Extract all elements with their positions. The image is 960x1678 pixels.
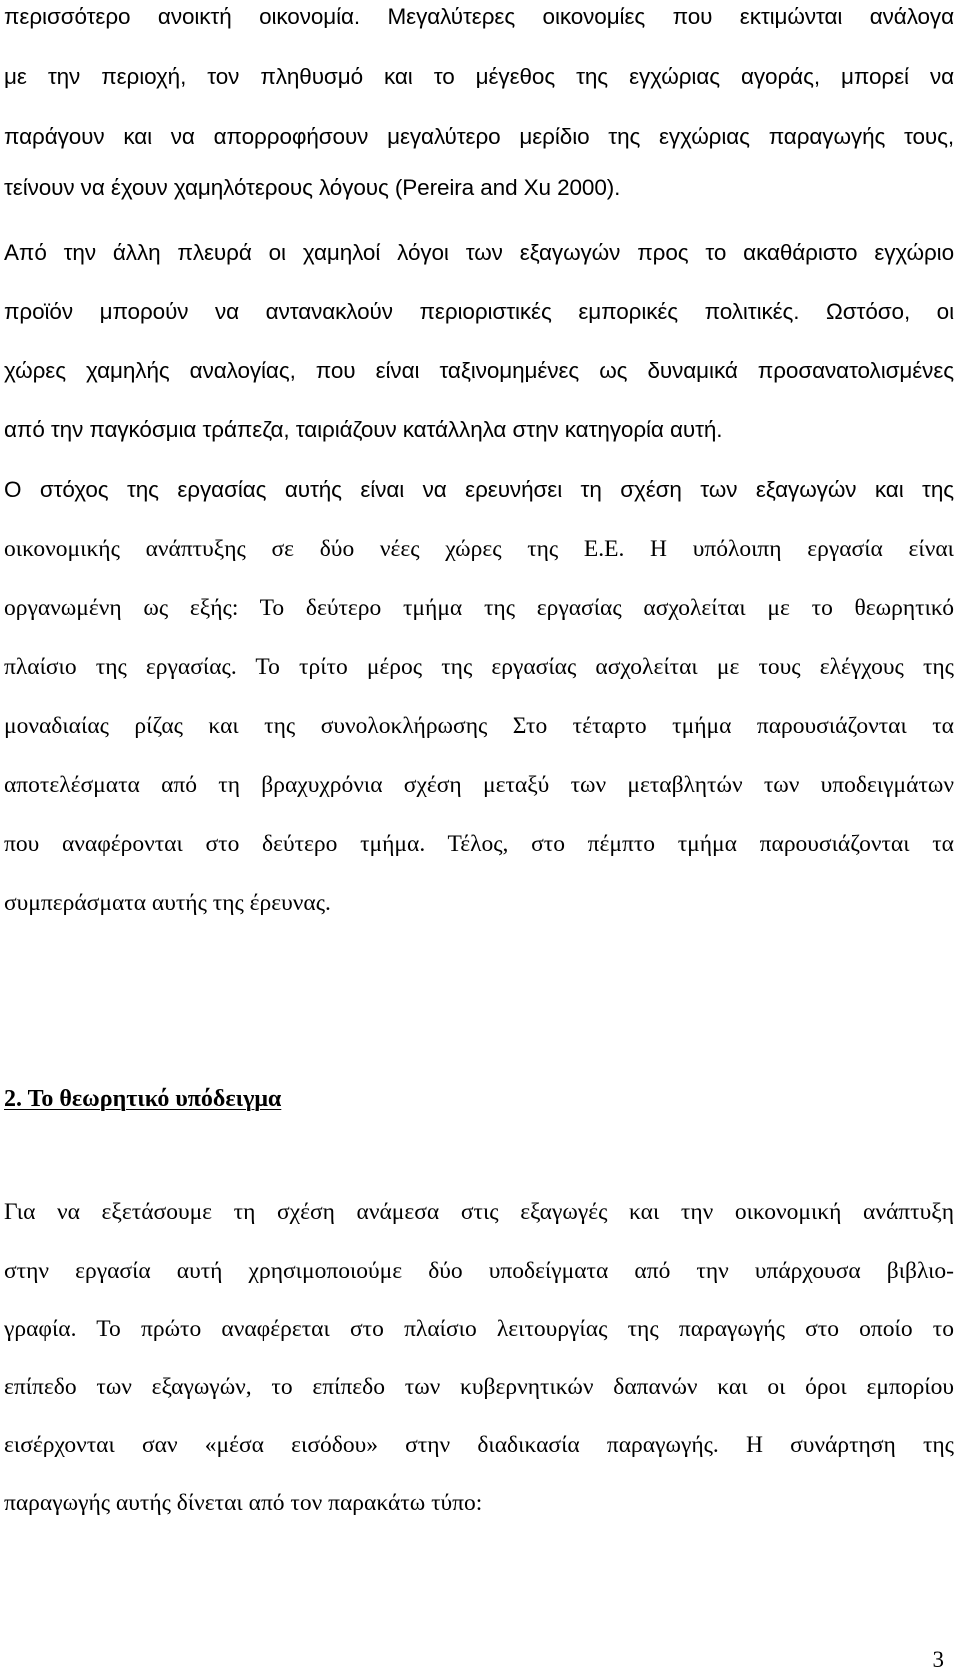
page-number: 3 bbox=[932, 1647, 944, 1672]
text-line: γραφία. Το πρώτο αναφέρεται στο πλαίσιο λειτουργίας της παραγωγής στο οποίο το bbox=[4, 1316, 954, 1342]
text-line: παράγουν και να απορροφήσουν μεγαλύτερο μερίδιο της εγχώριας παραγωγής τους, bbox=[4, 124, 954, 149]
text-line: παραγωγής αυτής δίνεται από τον παρακάτω τύπο: bbox=[4, 1490, 483, 1516]
text-line: συμπεράσματα αυτής της έρευνας. bbox=[4, 890, 331, 916]
text-line: τείνουν να έχουν χαμηλότερους λόγους (Pereira and Xu 2000). bbox=[4, 175, 621, 200]
text-line: από την παγκόσμια τράπεζα, ταιριάζουν κατάλληλα στην κατηγορία αυτή. bbox=[4, 417, 723, 442]
text-line: Ο στόχος της εργασίας αυτής είναι να ερευνήσει τη σχέση των εξαγωγών και της bbox=[4, 477, 954, 502]
text-line: μοναδιαίας ρίζας και της συνολοκλήρωσης Στο τέταρτο τμήμα παρουσιάζονται τα bbox=[4, 713, 954, 739]
text-line: περισσότερο ανοικτή οικονομία. Μεγαλύτερες οικονομίες που εκτιμώνται ανάλογα bbox=[4, 4, 954, 29]
text-line: χώρες χαμηλής αναλογίας, που είναι ταξινομημένες ως δυναμικά προσανατολισμένες bbox=[4, 358, 954, 383]
text-line: με την περιοχή, τον πληθυσμό και το μέγεθος της εγχώριας αγοράς, μπορεί να bbox=[4, 64, 954, 89]
text-line: Από την άλλη πλευρά οι χαμηλοί λόγοι των εξαγωγών προς το ακαθάριστο εγχώριο bbox=[4, 240, 954, 265]
text-line: εισέρχονται σαν «μέσα εισόδου» στην διαδικασία παραγωγής. Η συνάρτηση της bbox=[4, 1432, 954, 1458]
text-line: αποτελέσματα από τη βραχυχρόνια σχέση μεταξύ των μεταβλητών των υποδειγμάτων bbox=[4, 772, 954, 798]
text-line: οικονομικής ανάπτυξης σε δύο νέες χώρες της Ε.Ε. Η υπόλοιπη εργασία είναι bbox=[4, 536, 954, 562]
text-line: που αναφέρονται στο δεύτερο τμήμα. Τέλος, στο πέμπτο τμήμα παρουσιάζονται τα bbox=[4, 831, 954, 857]
text-line: επίπεδο των εξαγωγών, το επίπεδο των κυβερνητικών δαπανών και οι όροι εμπορίου bbox=[4, 1374, 954, 1400]
text-line: προϊόν μπορούν να αντανακλούν περιοριστικές εμπορικές πολιτικές. Ωστόσο, οι bbox=[4, 299, 954, 324]
section-heading: 2. Το θεωρητικό υπόδειγμα bbox=[4, 1086, 282, 1112]
text-line: πλαίσιο της εργασίας. Το τρίτο μέρος της εργασίας ασχολείται με τους ελέγχους της bbox=[4, 654, 954, 680]
text-line: Για να εξετάσουμε τη σχέση ανάμεσα στις εξαγωγές και την οικονομική ανάπτυξη bbox=[4, 1199, 954, 1225]
text-line: στην εργασία αυτή χρησιμοποιούμε δύο υποδείγματα από την υπάρχουσα βιβλιο- bbox=[4, 1258, 954, 1284]
text-line: οργανωμένη ως εξής: Το δεύτερο τμήμα της εργασίας ασχολείται με το θεωρητικό bbox=[4, 595, 954, 621]
